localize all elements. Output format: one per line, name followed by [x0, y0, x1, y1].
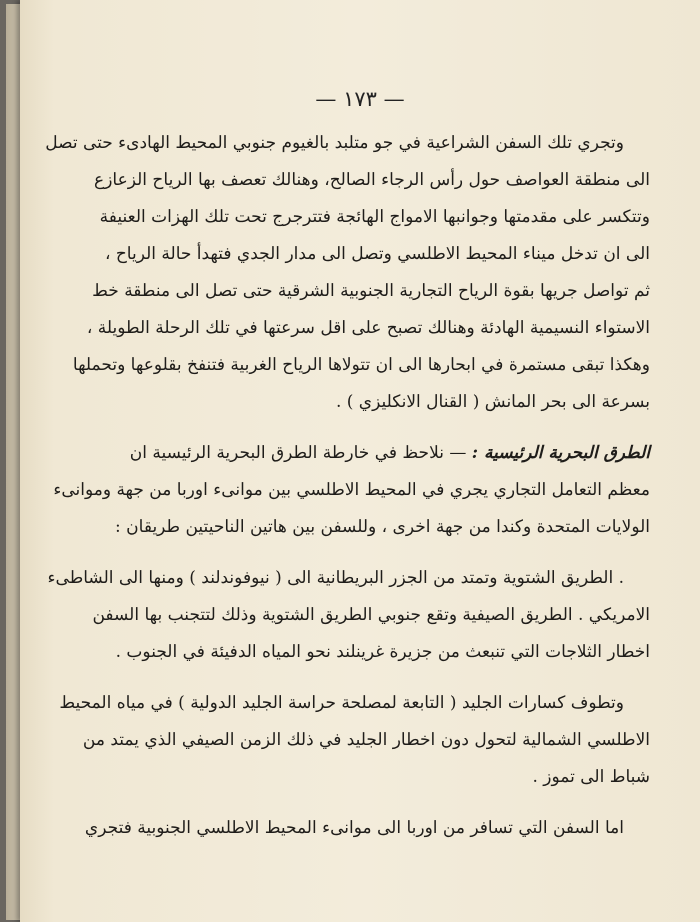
text-line: بسرعة الى بحر المانش ( القنال الانكليزي ) . — [335, 392, 650, 412]
paragraph-sailing-route — [45, 125, 650, 421]
text-line: الى منطقة العواصف حول رأس الرجاء الصالح، وهنالك تعصف بها الرياح الزعازع — [94, 170, 650, 190]
text-line: الامريكي . الطريق الصيفية وتقع جنوبي الطريق الشتوية وذلك لتتجنب بها السفن — [92, 605, 650, 625]
text-line-continuation: — نلاحظ في خارطة الطرق البحرية الرئيسية ان — [129, 443, 467, 463]
text-line: الاطلسي الشمالية لتحول دون اخطار الجليد في ذلك الزمن الصيفي الذي يمتد من — [82, 730, 650, 750]
text-line: شباط الى تموز . — [532, 767, 650, 787]
text-line: الولايات المتحدة وكندا من جهة اخرى ، وللسفن بين هاتين الناحيتين طريقان : — [115, 517, 650, 537]
text-line: وتتكسر على مقدمتها وجوانبها الامواج الهائجة فتترجرج تحت تلك الهزات العنيفة — [99, 207, 650, 227]
text-line: اخطار الثلاجات التي تنبعث من جزيرة غرينلند نحو المياه الدفيئة في الجنوب . — [115, 642, 650, 662]
paragraph-icebreakers — [59, 685, 650, 796]
text-line: معظم التعامل التجاري يجري في المحيط الاطلسي بين موانىء اوربا من جهة وموانىء — [53, 480, 650, 500]
paragraph-main-sea-routes — [53, 435, 650, 546]
book-page — [20, 0, 700, 922]
text-line — [130, 435, 650, 472]
section-heading: الطرق البحرية الرئيسية : — [471, 443, 650, 463]
paragraph-winter-summer-routes — [47, 560, 650, 671]
page-body — [45, 125, 650, 847]
text-line: وتجري تلك السفن الشراعية في جو متلبد بالغيوم جنوبي المحيط الهادىء حتى تصل — [45, 133, 624, 153]
text-line: الى ان تدخل ميناء المحيط الاطلسي وتصل الى مدار الجدي فتهدأ حالة الرياح ، — [104, 244, 650, 264]
text-line: وتطوف كسارات الجليد ( التابعة لمصلحة حراسة الجليد الدولية ) في مياه المحيط — [59, 693, 624, 713]
page-number: — ١٧٣ — — [315, 87, 405, 111]
text-line: . الطريق الشتوية وتمتد من الجزر البريطانية الى ( نيوفوندلند ) ومنها الى الشاطىء — [47, 568, 624, 588]
text-line: الاستواء النسيمية الهادئة وهنالك تصبح على اقل سرعتها في تلك الرحلة الطويلة ، — [86, 318, 650, 338]
paragraph-southern-ports — [84, 810, 650, 847]
text-line: وهكذا تبقى مستمرة في ابحارها الى ان تتولاها الرياح الغربية فتنفخ بقلوعها وتحملها — [72, 355, 650, 375]
text-line: ثم تواصل جريها بقوة الرياح التجارية الجنوبية الشرقية حتى تصل الى منطقة خط — [92, 281, 650, 301]
text-line: اما السفن التي تسافر من اوربا الى موانىء المحيط الاطلسي الجنوبية فتجري — [84, 818, 624, 838]
